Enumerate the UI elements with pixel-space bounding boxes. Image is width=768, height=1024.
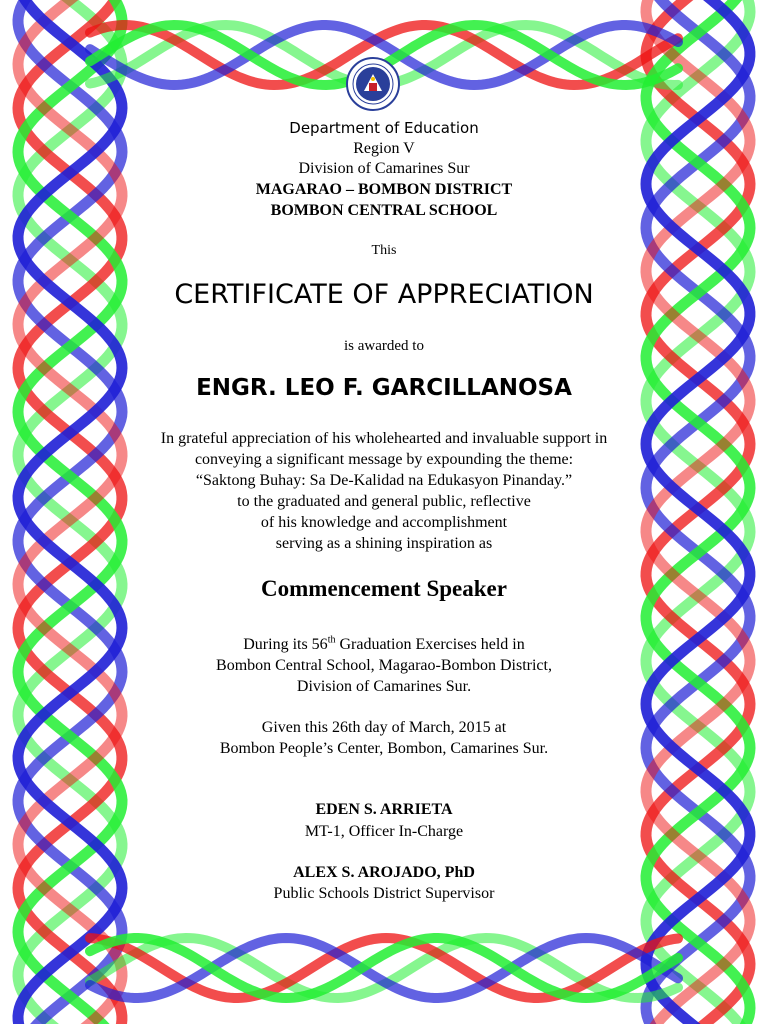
school-line: BOMBON CENTRAL SCHOOL (270, 202, 498, 219)
department-name: Department of Education (289, 119, 479, 137)
recipient-name: ENGR. LEO F. GARCILLANOSA (196, 375, 572, 401)
body-line: to the graduated and general public, reflective (237, 493, 531, 510)
signatory-name: ALEX S. AROJADO, PhD (293, 864, 475, 881)
role-title: Commencement Speaker (261, 576, 507, 601)
body-line: serving as a shining inspiration as (275, 535, 493, 552)
given-date-line: Given this 26th day of March, 2015 at (261, 719, 507, 736)
body-line: In grateful appreciation of his wholehearted and invaluable support in (160, 430, 608, 447)
event-venue-line: Bombon Central School, Magarao-Bombon District, (216, 657, 552, 674)
signatory-title: MT-1, Officer In-Charge (304, 823, 464, 840)
deped-seal-icon (346, 57, 400, 111)
signatory-name: EDEN S. ARRIETA (315, 801, 453, 818)
certificate-title: CERTIFICATE OF APPRECIATION (174, 279, 594, 310)
region-line: Region V (353, 140, 415, 157)
body-line: conveying a significant message by expounding the theme: (194, 451, 574, 468)
body-line: of his knowledge and accomplishment (260, 514, 508, 531)
body-line: “Saktong Buhay: Sa De-Kalidad na Edukasyon Pinanday.” (195, 472, 573, 489)
district-line: MAGARAO – BOMBON DISTRICT (255, 181, 513, 198)
event-suffix: Graduation Exercises held in (335, 636, 525, 653)
event-ordinal: th (327, 634, 336, 646)
event-division-line: Division of Camarines Sur. (296, 678, 472, 695)
given-venue-line: Bombon People’s Center, Bombon, Camarines Sur. (219, 740, 549, 757)
event-line (0, 636, 768, 654)
division-line: Division of Camarines Sur (298, 160, 470, 177)
awarded-line: is awarded to (344, 338, 424, 354)
event-prefix: During its 56 (243, 636, 328, 653)
signatory-title: Public Schools District Supervisor (273, 885, 495, 902)
intro-line: This (371, 243, 397, 258)
